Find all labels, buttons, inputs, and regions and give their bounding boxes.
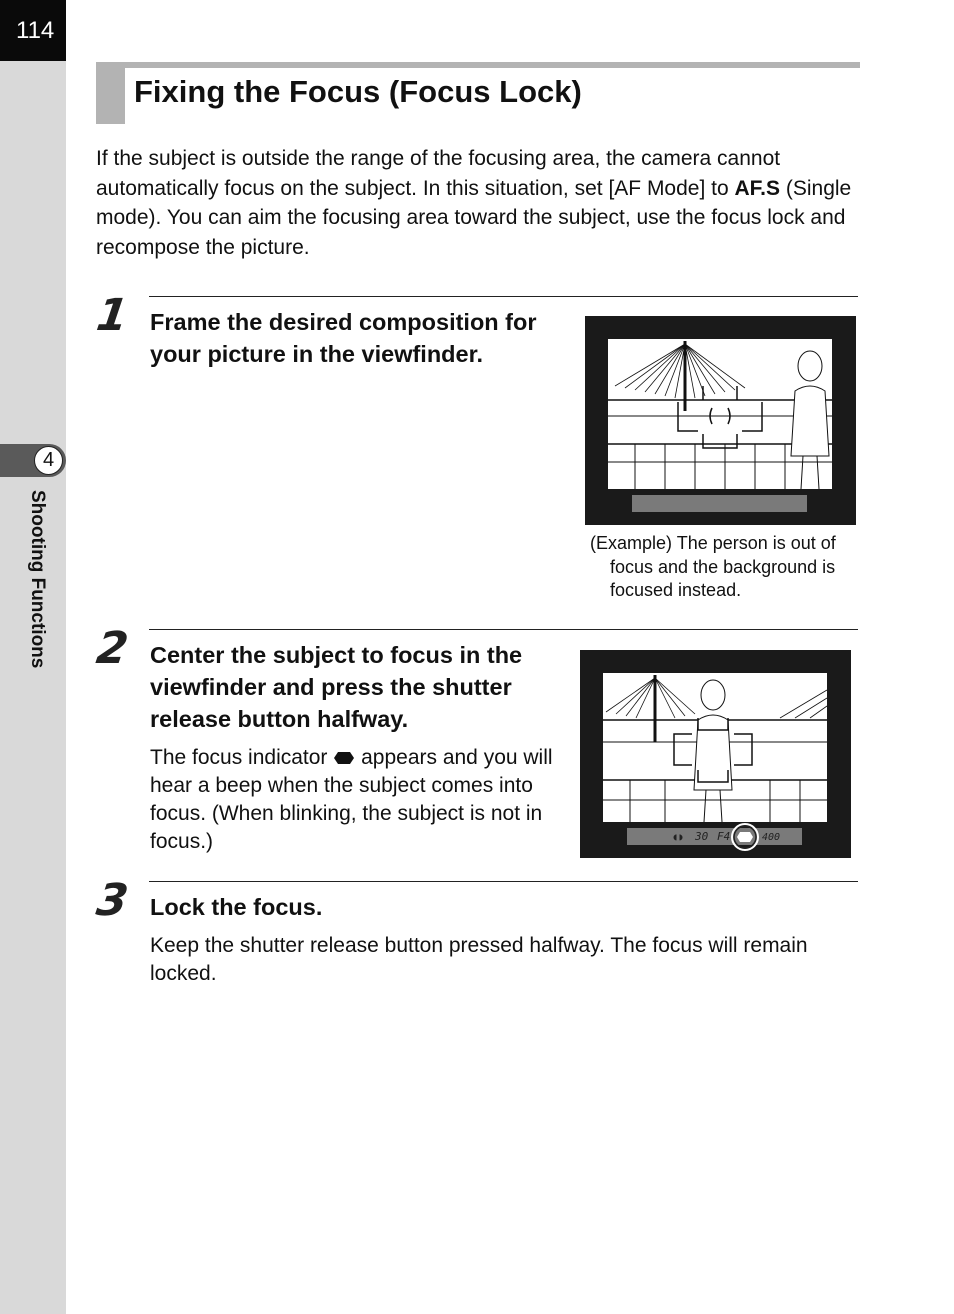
step-2-number: 2 (93, 623, 132, 674)
intro-text-1: If the subject is outside the range of the focusing area, the camera cannot automatically focus on the subject. In this situation, set [AF Mode] to (96, 147, 781, 200)
display-iso: 400 (762, 832, 781, 843)
title-bar-accent (96, 62, 125, 124)
display-shutter: 30 (695, 830, 709, 843)
svg-text:◖◗: ◖◗ (672, 832, 685, 843)
display-aperture: F4 (717, 830, 731, 843)
step-1-rule (149, 296, 858, 297)
caption-rest: focus and the background is focused instead. (610, 556, 836, 600)
step-2-body-text-2: appears and you will hear a beep when the subject comes into focus. (When blinking, the subject is not in focus.) (150, 746, 553, 853)
chapter-number: 4 (34, 446, 63, 475)
viewfinder-1-illustration (585, 316, 856, 525)
step-1-caption (590, 532, 860, 603)
viewfinder-2-illustration (580, 650, 851, 858)
step-3-rule (149, 881, 858, 882)
step-1-heading: Frame the desired composition for your picture in the viewfinder. (150, 309, 537, 367)
focus-indicator-icon (333, 751, 355, 765)
page-number: 114 (0, 0, 66, 61)
step-3-body: Keep the shutter release button pressed halfway. The focus will remain locked. (150, 934, 808, 985)
step-2-rule (149, 629, 858, 630)
title-bar (96, 62, 860, 68)
intro-text-2: (Single mode). You can aim the focusing area toward the subject, use the focus lock and recompose the picture. (96, 176, 852, 259)
chapter-label: Shooting Functions (27, 490, 48, 669)
step-3-heading: Lock the focus. (150, 894, 323, 920)
step-2-body (150, 744, 560, 856)
step-2-body-text-1: The focus indicator (150, 746, 334, 769)
intro-paragraph (96, 144, 860, 262)
step-3-number: 3 (93, 875, 132, 926)
viewfinder-example-2 (580, 650, 851, 858)
viewfinder-example-1 (585, 316, 856, 525)
page-title: Fixing the Focus (Focus Lock) (134, 74, 582, 109)
caption-lead: (Example) The person is out of (590, 533, 836, 553)
step-2-heading: Center the subject to focus in the viewfinder and press the shutter release button halfway. (150, 642, 523, 732)
step-1-number: 1 (93, 290, 132, 341)
af-mode-label: AF.S (734, 176, 781, 200)
